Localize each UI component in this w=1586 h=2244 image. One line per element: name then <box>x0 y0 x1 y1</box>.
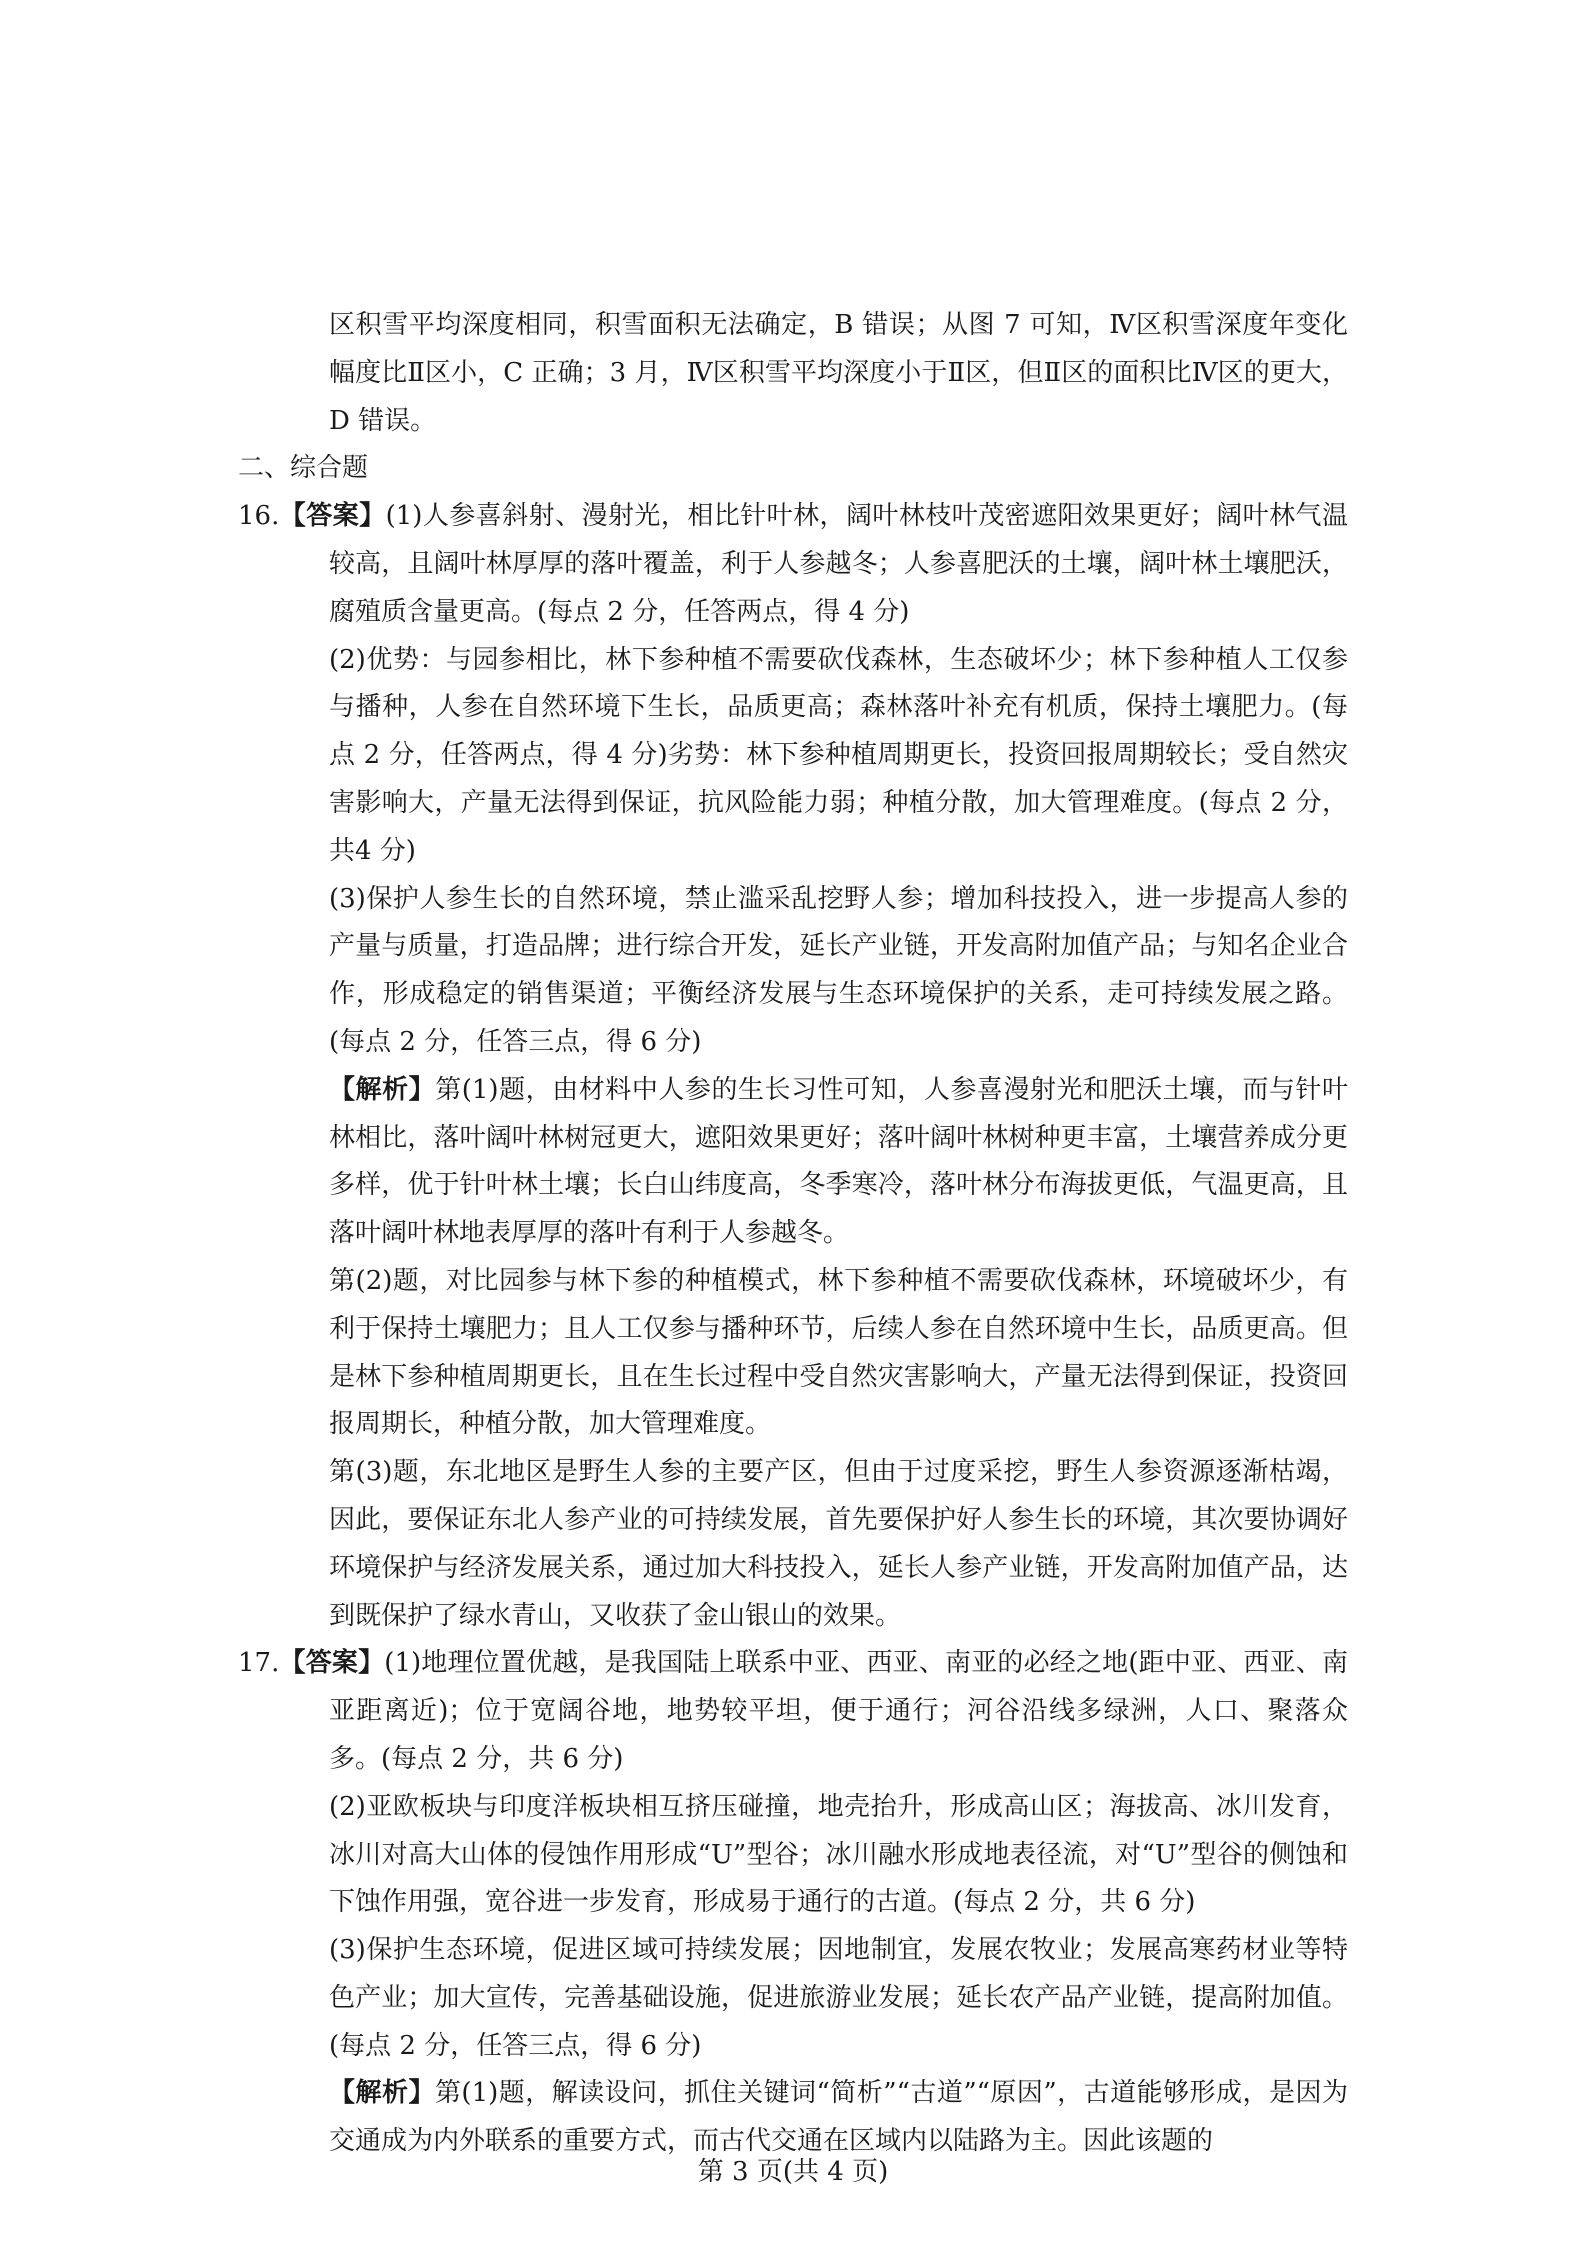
q16-analysis-p3: 第(3)题，东北地区是野生人参的主要产区，但由于过度采挖，野生人参资源逐渐枯竭，因此，要保证东北人参产业的可持续发展，首先要保护好人参生长的环境，其次要协调好环境保护与经济发展关系，通过加大科技投入，延长人参产业链，开发高附加值产品，达到既保护了绿水青山，又收获了金山银山的效果。 <box>329 1457 1348 1631</box>
section-title: 二、综合题 <box>238 453 369 484</box>
q16-answer-p2: (2)优势：与园参相比，林下参种植不需要砍伐森林，生态破坏少；林下参种植人工仅参与播种，人参在自然环境下生长，品质更高；森林落叶补充有机质，保持土壤肥力。(每点 2 分，任答两点，得 4 分)劣势：林下参种植周期更长，投资回报周期较长；受自然灾害影响大，产量无法得到保证，抗风险能力弱；种植分散，加大管理难度。(每点 2 分，共4 分) <box>329 644 1348 866</box>
q16-answer-p1 <box>238 493 1348 636</box>
q16-answer-tag: 【答案】 <box>279 501 386 532</box>
page-content <box>238 302 1348 2166</box>
q17-number: 17. <box>238 1648 280 1679</box>
q16-answer-p1-text: (1)人参喜斜射、漫射光，相比针叶林，阔叶林枝叶茂密遮阳效果更好；阔叶林气温较高，且阔叶林厚厚的落叶覆盖，利于人参越冬；人参喜肥沃的土壤，阔叶林土壤肥沃，腐殖质含量更高。(每点 2 分，任答两点，得 4 分) <box>329 501 1348 627</box>
q17-answer-p2: (2)亚欧板块与印度洋板块相互挤压碰撞，地壳抬升，形成高山区；海拔高、冰川发育，冰川对高大山体的侵蚀作用形成“U”型谷；冰川融水形成地表径流，对“U”型谷的侧蚀和下蚀作用强，宽谷进一步发育，形成易于通行的古道。(每点 2 分，共 6 分) <box>329 1791 1348 1918</box>
q17-answer-p3: (3)保护生态环境，促进区域可持续发展；因地制宜，发展农牧业；发展高寒药材业等特色产业；加大宣传，完善基础设施，促进旅游业发展；延长农产品产业链，提高附加值。(每点 2 分，任答三点，得 6 分) <box>329 1935 1348 2061</box>
continuation-paragraph: 区积雪平均深度相同，积雪面积无法确定，B 错误；从图 7 可知，Ⅳ区积雪深度年变化幅度比Ⅱ区小，C 正确；3 月，Ⅳ区积雪平均深度小于Ⅱ区，但Ⅱ区的面积比Ⅳ区的更大，D 错误。 <box>329 310 1348 436</box>
q16-analysis-p2: 第(2)题，对比园参与林下参的种植模式，林下参种植不需要砍伐森林，环境破坏少，有利于保持土壤肥力；且人工仅参与播种环节，后续人参在自然环境中生长，品质更高。但是林下参种植周期更长，且在生长过程中受自然灾害影响大，产量无法得到保证，投资回报周期长，种植分散，加大管理难度。 <box>329 1265 1348 1440</box>
q17-analysis-tag: 【解析】 <box>329 2078 435 2109</box>
q16-analysis-tag: 【解析】 <box>329 1074 436 1105</box>
q17-answer-p1 <box>238 1640 1348 1783</box>
q17-answer-p1-text: (1)地理位置优越，是我国陆上联系中亚、西亚、南亚的必经之地(距中亚、西亚、南亚距离近)；位于宽阔谷地，地势较平坦，便于通行；河谷沿线多绿洲，人口、聚落众多。(每点 2 分，共 6 分) <box>329 1648 1348 1774</box>
q16-number: 16. <box>238 501 280 532</box>
question-17 <box>238 1640 1348 2166</box>
q17-analysis-p1-text: 第(1)题，解读设问，抓住关键词“简析”“古道”“原因”，古道能够形成，是因为交通成为内外联系的重要方式，而古代交通在区域内以陆路为主。因此该题的 <box>329 2078 1348 2157</box>
question-16 <box>238 493 1348 1640</box>
q16-analysis-p1-text: 第(1)题，由材料中人参的生长习性可知，人参喜漫射光和肥沃土壤，而与针叶林相比，落叶阔叶林树冠更大，遮阳效果更好；落叶阔叶林树种更丰富，土壤营养成分更多样，优于针叶林土壤；长白山纬度高，冬季寒冷，落叶林分布海拔更低，气温更高，且落叶阔叶林地表厚厚的落叶有利于人参越冬。 <box>329 1074 1348 1249</box>
q16-answer-p3: (3)保护人参生长的自然环境，禁止滥采乱挖野人参；增加科技投入，进一步提高人参的产量与质量，打造品牌；进行综合开发，延长产业链，开发高附加值产品；与知名企业合作，形成稳定的销售渠道；平衡经济发展与生态环境保护的关系，走可持续发展之路。(每点 2 分，任答三点，得 6 分) <box>329 883 1348 1057</box>
page-footer: 第 3 页(共 4 页) <box>697 2157 889 2187</box>
q17-answer-tag: 【答案】 <box>279 1648 385 1679</box>
q16-analysis-p1 <box>238 1067 1348 1258</box>
